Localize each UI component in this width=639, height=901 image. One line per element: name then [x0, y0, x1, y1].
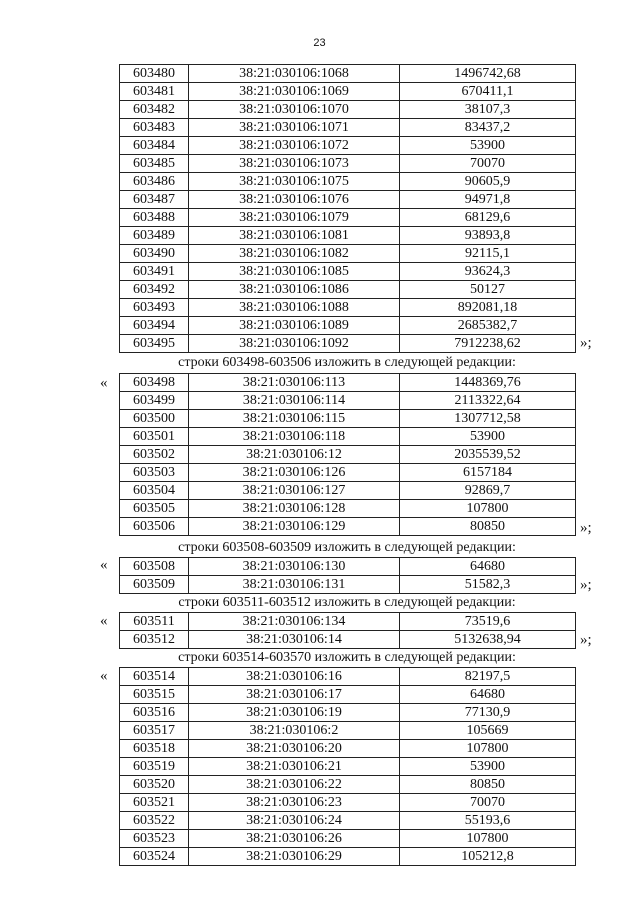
table-row	[120, 299, 576, 317]
cadastral-number-cell: 38:21:030106:129	[189, 518, 400, 536]
cadastral-number-cell: 38:21:030106:1073	[189, 155, 400, 173]
table-1	[119, 64, 576, 353]
row-number-cell: 603518	[120, 740, 189, 758]
cadastral-number-cell: 38:21:030106:1069	[189, 83, 400, 101]
row-number-cell: 603489	[120, 227, 189, 245]
cadastral-number-cell: 38:21:030106:130	[189, 558, 400, 576]
table-row	[120, 173, 576, 191]
opening-quote-3: «	[100, 557, 108, 573]
table-2-body	[120, 374, 576, 536]
value-cell: 38107,3	[400, 101, 576, 119]
row-number-cell: 603524	[120, 848, 189, 866]
cadastral-number-cell: 38:21:030106:131	[189, 576, 400, 594]
cadastral-number-cell: 38:21:030106:1076	[189, 191, 400, 209]
table-row	[120, 686, 576, 704]
value-cell: 670411,1	[400, 83, 576, 101]
table-row	[120, 794, 576, 812]
table-row	[120, 776, 576, 794]
value-cell: 5132638,94	[400, 631, 576, 649]
cadastral-number-cell: 38:21:030106:1072	[189, 137, 400, 155]
table-row	[120, 65, 576, 83]
row-number-cell: 603521	[120, 794, 189, 812]
cadastral-number-cell: 38:21:030106:114	[189, 392, 400, 410]
value-cell: 2035539,52	[400, 446, 576, 464]
row-number-cell: 603502	[120, 446, 189, 464]
value-cell: 2113322,64	[400, 392, 576, 410]
table-row	[120, 613, 576, 631]
table-row	[120, 119, 576, 137]
row-number-cell: 603498	[120, 374, 189, 392]
table-row	[120, 209, 576, 227]
row-number-cell: 603501	[120, 428, 189, 446]
table-row	[120, 137, 576, 155]
cadastral-number-cell: 38:21:030106:1089	[189, 317, 400, 335]
cadastral-number-cell: 38:21:030106:21	[189, 758, 400, 776]
value-cell: 107800	[400, 830, 576, 848]
table-row	[120, 830, 576, 848]
table-row	[120, 410, 576, 428]
row-number-cell: 603486	[120, 173, 189, 191]
value-cell: 73519,6	[400, 613, 576, 631]
value-cell: 53900	[400, 137, 576, 155]
table-row	[120, 518, 576, 536]
table-row	[120, 83, 576, 101]
row-number-cell: 603483	[120, 119, 189, 137]
value-cell: 105212,8	[400, 848, 576, 866]
table-row	[120, 263, 576, 281]
row-number-cell: 603493	[120, 299, 189, 317]
table-row	[120, 500, 576, 518]
row-number-cell: 603516	[120, 704, 189, 722]
cadastral-number-cell: 38:21:030106:118	[189, 428, 400, 446]
table-5-block	[119, 667, 575, 866]
cadastral-number-cell: 38:21:030106:2	[189, 722, 400, 740]
cadastral-number-cell: 38:21:030106:1088	[189, 299, 400, 317]
cadastral-number-cell: 38:21:030106:126	[189, 464, 400, 482]
table-row	[120, 155, 576, 173]
table-row	[120, 722, 576, 740]
row-number-cell: 603480	[120, 65, 189, 83]
value-cell: 1448369,76	[400, 374, 576, 392]
value-cell: 53900	[400, 758, 576, 776]
table-3	[119, 557, 576, 594]
cadastral-number-cell: 38:21:030106:134	[189, 613, 400, 631]
cadastral-number-cell: 38:21:030106:115	[189, 410, 400, 428]
cadastral-number-cell: 38:21:030106:12	[189, 446, 400, 464]
table-row	[120, 758, 576, 776]
cadastral-number-cell: 38:21:030106:26	[189, 830, 400, 848]
section-caption-603514: строки 603514-603570 изложить в следующей редакции:	[178, 650, 516, 665]
value-cell: 68129,6	[400, 209, 576, 227]
opening-quote-2: «	[100, 375, 108, 391]
value-cell: 83437,2	[400, 119, 576, 137]
value-cell: 80850	[400, 518, 576, 536]
row-number-cell: 603504	[120, 482, 189, 500]
table-row	[120, 464, 576, 482]
value-cell: 1307712,58	[400, 410, 576, 428]
table-4	[119, 612, 576, 649]
table-2	[119, 373, 576, 536]
table-row	[120, 446, 576, 464]
table-row	[120, 317, 576, 335]
cadastral-number-cell: 38:21:030106:16	[189, 668, 400, 686]
value-cell: 82197,5	[400, 668, 576, 686]
value-cell: 7912238,62	[400, 335, 576, 353]
row-number-cell: 603517	[120, 722, 189, 740]
cadastral-number-cell: 38:21:030106:1068	[189, 65, 400, 83]
value-cell: 92869,7	[400, 482, 576, 500]
table-4-body	[120, 613, 576, 649]
table-row	[120, 101, 576, 119]
row-number-cell: 603506	[120, 518, 189, 536]
value-cell: 64680	[400, 686, 576, 704]
value-cell: 892081,18	[400, 299, 576, 317]
closing-quote-3: »;	[580, 577, 592, 593]
table-row	[120, 335, 576, 353]
cadastral-number-cell: 38:21:030106:14	[189, 631, 400, 649]
row-number-cell: 603482	[120, 101, 189, 119]
cadastral-number-cell: 38:21:030106:1082	[189, 245, 400, 263]
section-caption-603511: строки 603511-603512 изложить в следующей редакции:	[178, 595, 516, 610]
row-number-cell: 603515	[120, 686, 189, 704]
row-number-cell: 603500	[120, 410, 189, 428]
row-number-cell: 603503	[120, 464, 189, 482]
cadastral-number-cell: 38:21:030106:1081	[189, 227, 400, 245]
row-number-cell: 603520	[120, 776, 189, 794]
table-row	[120, 428, 576, 446]
row-number-cell: 603514	[120, 668, 189, 686]
value-cell: 64680	[400, 558, 576, 576]
cadastral-number-cell: 38:21:030106:113	[189, 374, 400, 392]
page-number: 23	[313, 37, 326, 49]
table-row	[120, 245, 576, 263]
table-3-body	[120, 558, 576, 594]
table-row	[120, 227, 576, 245]
row-number-cell: 603511	[120, 613, 189, 631]
row-number-cell: 603484	[120, 137, 189, 155]
cadastral-number-cell: 38:21:030106:17	[189, 686, 400, 704]
table-2-block	[119, 373, 575, 536]
value-cell: 1496742,68	[400, 65, 576, 83]
opening-quote-5: «	[100, 668, 108, 684]
table-1-body	[120, 65, 576, 353]
cadastral-number-cell: 38:21:030106:128	[189, 500, 400, 518]
value-cell: 107800	[400, 740, 576, 758]
row-number-cell: 603495	[120, 335, 189, 353]
row-number-cell: 603499	[120, 392, 189, 410]
cadastral-number-cell: 38:21:030106:20	[189, 740, 400, 758]
table-4-block	[119, 612, 575, 649]
value-cell: 80850	[400, 776, 576, 794]
value-cell: 2685382,7	[400, 317, 576, 335]
opening-quote-4: «	[100, 613, 108, 629]
table-row	[120, 740, 576, 758]
closing-quote-2: »;	[580, 520, 592, 536]
table-row	[120, 812, 576, 830]
cadastral-number-cell: 38:21:030106:1086	[189, 281, 400, 299]
value-cell: 107800	[400, 500, 576, 518]
table-5-body	[120, 668, 576, 866]
row-number-cell: 603485	[120, 155, 189, 173]
row-number-cell: 603509	[120, 576, 189, 594]
table-row	[120, 482, 576, 500]
cadastral-number-cell: 38:21:030106:1079	[189, 209, 400, 227]
row-number-cell: 603505	[120, 500, 189, 518]
value-cell: 93893,8	[400, 227, 576, 245]
row-number-cell: 603491	[120, 263, 189, 281]
cadastral-number-cell: 38:21:030106:1085	[189, 263, 400, 281]
table-row	[120, 558, 576, 576]
table-row	[120, 392, 576, 410]
value-cell: 53900	[400, 428, 576, 446]
row-number-cell: 603481	[120, 83, 189, 101]
value-cell: 70070	[400, 155, 576, 173]
value-cell: 93624,3	[400, 263, 576, 281]
row-number-cell: 603492	[120, 281, 189, 299]
row-number-cell: 603508	[120, 558, 189, 576]
table-row	[120, 576, 576, 594]
value-cell: 92115,1	[400, 245, 576, 263]
value-cell: 77130,9	[400, 704, 576, 722]
value-cell: 105669	[400, 722, 576, 740]
value-cell: 55193,6	[400, 812, 576, 830]
cadastral-number-cell: 38:21:030106:23	[189, 794, 400, 812]
table-5	[119, 667, 576, 866]
value-cell: 90605,9	[400, 173, 576, 191]
cadastral-number-cell: 38:21:030106:19	[189, 704, 400, 722]
row-number-cell: 603494	[120, 317, 189, 335]
table-row	[120, 704, 576, 722]
cadastral-number-cell: 38:21:030106:1075	[189, 173, 400, 191]
value-cell: 94971,8	[400, 191, 576, 209]
table-row	[120, 848, 576, 866]
table-row	[120, 631, 576, 649]
row-number-cell: 603512	[120, 631, 189, 649]
table-row	[120, 191, 576, 209]
row-number-cell: 603519	[120, 758, 189, 776]
row-number-cell: 603487	[120, 191, 189, 209]
table-row	[120, 668, 576, 686]
value-cell: 50127	[400, 281, 576, 299]
table-3-block	[119, 557, 575, 594]
row-number-cell: 603522	[120, 812, 189, 830]
value-cell: 51582,3	[400, 576, 576, 594]
row-number-cell: 603523	[120, 830, 189, 848]
section-caption-603498: строки 603498-603506 изложить в следующей редакции:	[178, 355, 516, 370]
table-1-block	[119, 64, 575, 353]
cadastral-number-cell: 38:21:030106:127	[189, 482, 400, 500]
table-row	[120, 374, 576, 392]
cadastral-number-cell: 38:21:030106:22	[189, 776, 400, 794]
value-cell: 70070	[400, 794, 576, 812]
section-caption-603508: строки 603508-603509 изложить в следующей редакции:	[178, 540, 516, 555]
closing-quote-1: »;	[580, 335, 592, 351]
cadastral-number-cell: 38:21:030106:1071	[189, 119, 400, 137]
cadastral-number-cell: 38:21:030106:24	[189, 812, 400, 830]
value-cell: 6157184	[400, 464, 576, 482]
cadastral-number-cell: 38:21:030106:29	[189, 848, 400, 866]
row-number-cell: 603488	[120, 209, 189, 227]
closing-quote-4: »;	[580, 632, 592, 648]
cadastral-number-cell: 38:21:030106:1092	[189, 335, 400, 353]
row-number-cell: 603490	[120, 245, 189, 263]
table-row	[120, 281, 576, 299]
cadastral-number-cell: 38:21:030106:1070	[189, 101, 400, 119]
